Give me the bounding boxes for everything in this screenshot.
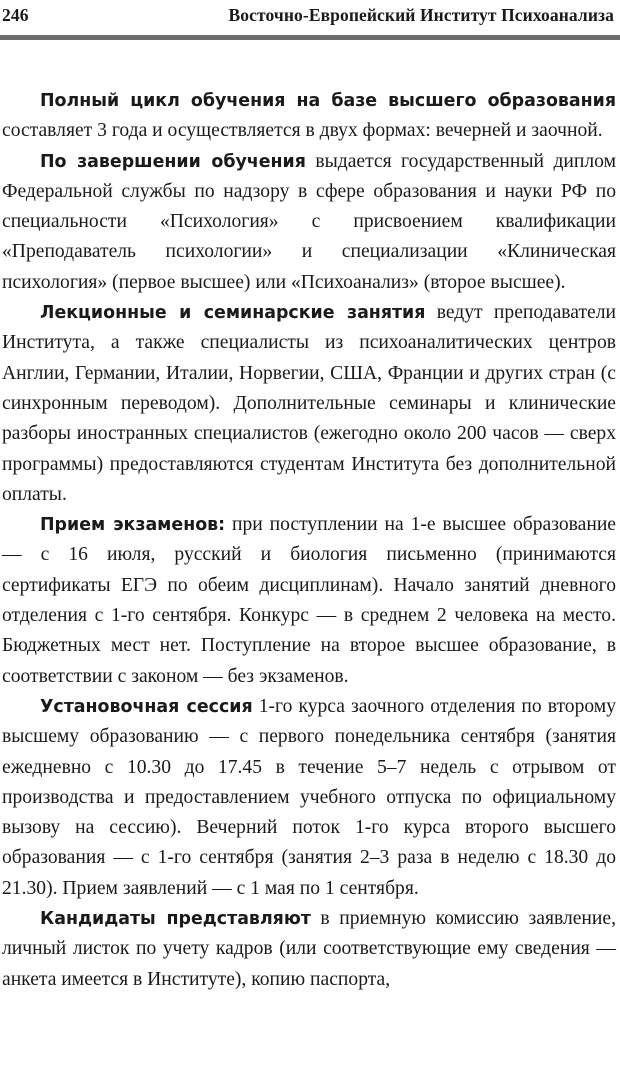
paragraph <box>2 298 616 510</box>
paragraph-text: при поступлении на 1-е высшее образование — с 16 июля, русский и биология письменно (принимаются сертификаты ЕГЭ по обеим дисциплинам). Начало занятий дневного отделения с 1-го сентября. Конкурс — в среднем 2 человека на место. Бюджетных мест нет. Поступление на второе высшее образование, в соответствии с законом — без экзаменов. <box>2 514 616 687</box>
paragraph-text: в приемную комиссию заявление, личный листок по учету кадров (или соответствующие ему сведения — анкета имеется в Институте), копию паспорта, <box>2 908 616 990</box>
paragraph-text: ведут преподаватели Института, а также специалисты из психоаналитических центров Англии, Германии, Италии, Норвегии, США, Франции и других стран (с синхронным переводом). Дополнительные семинары и клинические разборы иностранных специалистов (ежегодно около 200 часов — сверх программы) предоставляются студентам Института без дополнительной оплаты. <box>2 302 616 505</box>
page-number: 246 <box>2 4 29 25</box>
paragraph-lead: Прием экзаменов: <box>40 515 226 536</box>
paragraph-text: 1-го курса заочного отделения по второму высшему образованию — с первого понедельника сентября (занятия ежедневно с 10.30 до 17.45 в течение 5–7 недель с отрывом от производства и предоставлением учебного отпуска по официальному вызову на сессию). Вечерний поток 1-го курса второго высшего образования — с 1-го сентября (занятия 2–3 раза в неделю с 18.30 до 21.30). Прием заявлений — с 1 мая по 1 сентября. <box>2 695 617 899</box>
paragraph <box>2 510 616 692</box>
paragraph <box>2 904 616 995</box>
paragraph-text: выдается государственный диплом Федеральной службы по надзору в сфере образования и науки РФ по специальности «Психология» с присвоением квалификации «Преподаватель психологии» и специализации «Клиническая психология» (первое высшее) или «Психоанализ» (второе высшее). <box>2 150 616 293</box>
running-title: Восточно-Европейский Институт Психоанализа <box>228 4 614 25</box>
paragraph <box>2 147 616 298</box>
paragraph-lead: Установочная сессия <box>40 696 253 717</box>
paragraph <box>2 692 616 904</box>
paragraph <box>2 86 616 147</box>
paragraph-lead: Полный цикл обучения на базе высшего образования <box>40 91 616 111</box>
paragraph-lead: Лекционные и семинарские занятия <box>40 303 426 324</box>
header-rule <box>0 35 620 40</box>
paragraph-lead: По завершении обучения <box>40 151 306 172</box>
page-header <box>2 0 614 30</box>
body-text <box>2 86 616 995</box>
paragraph-lead: Кандидаты представляют <box>40 909 311 930</box>
paragraph-text: составляет 3 года и осуществляется в двух формах: вечерней и заочной. <box>2 120 603 142</box>
